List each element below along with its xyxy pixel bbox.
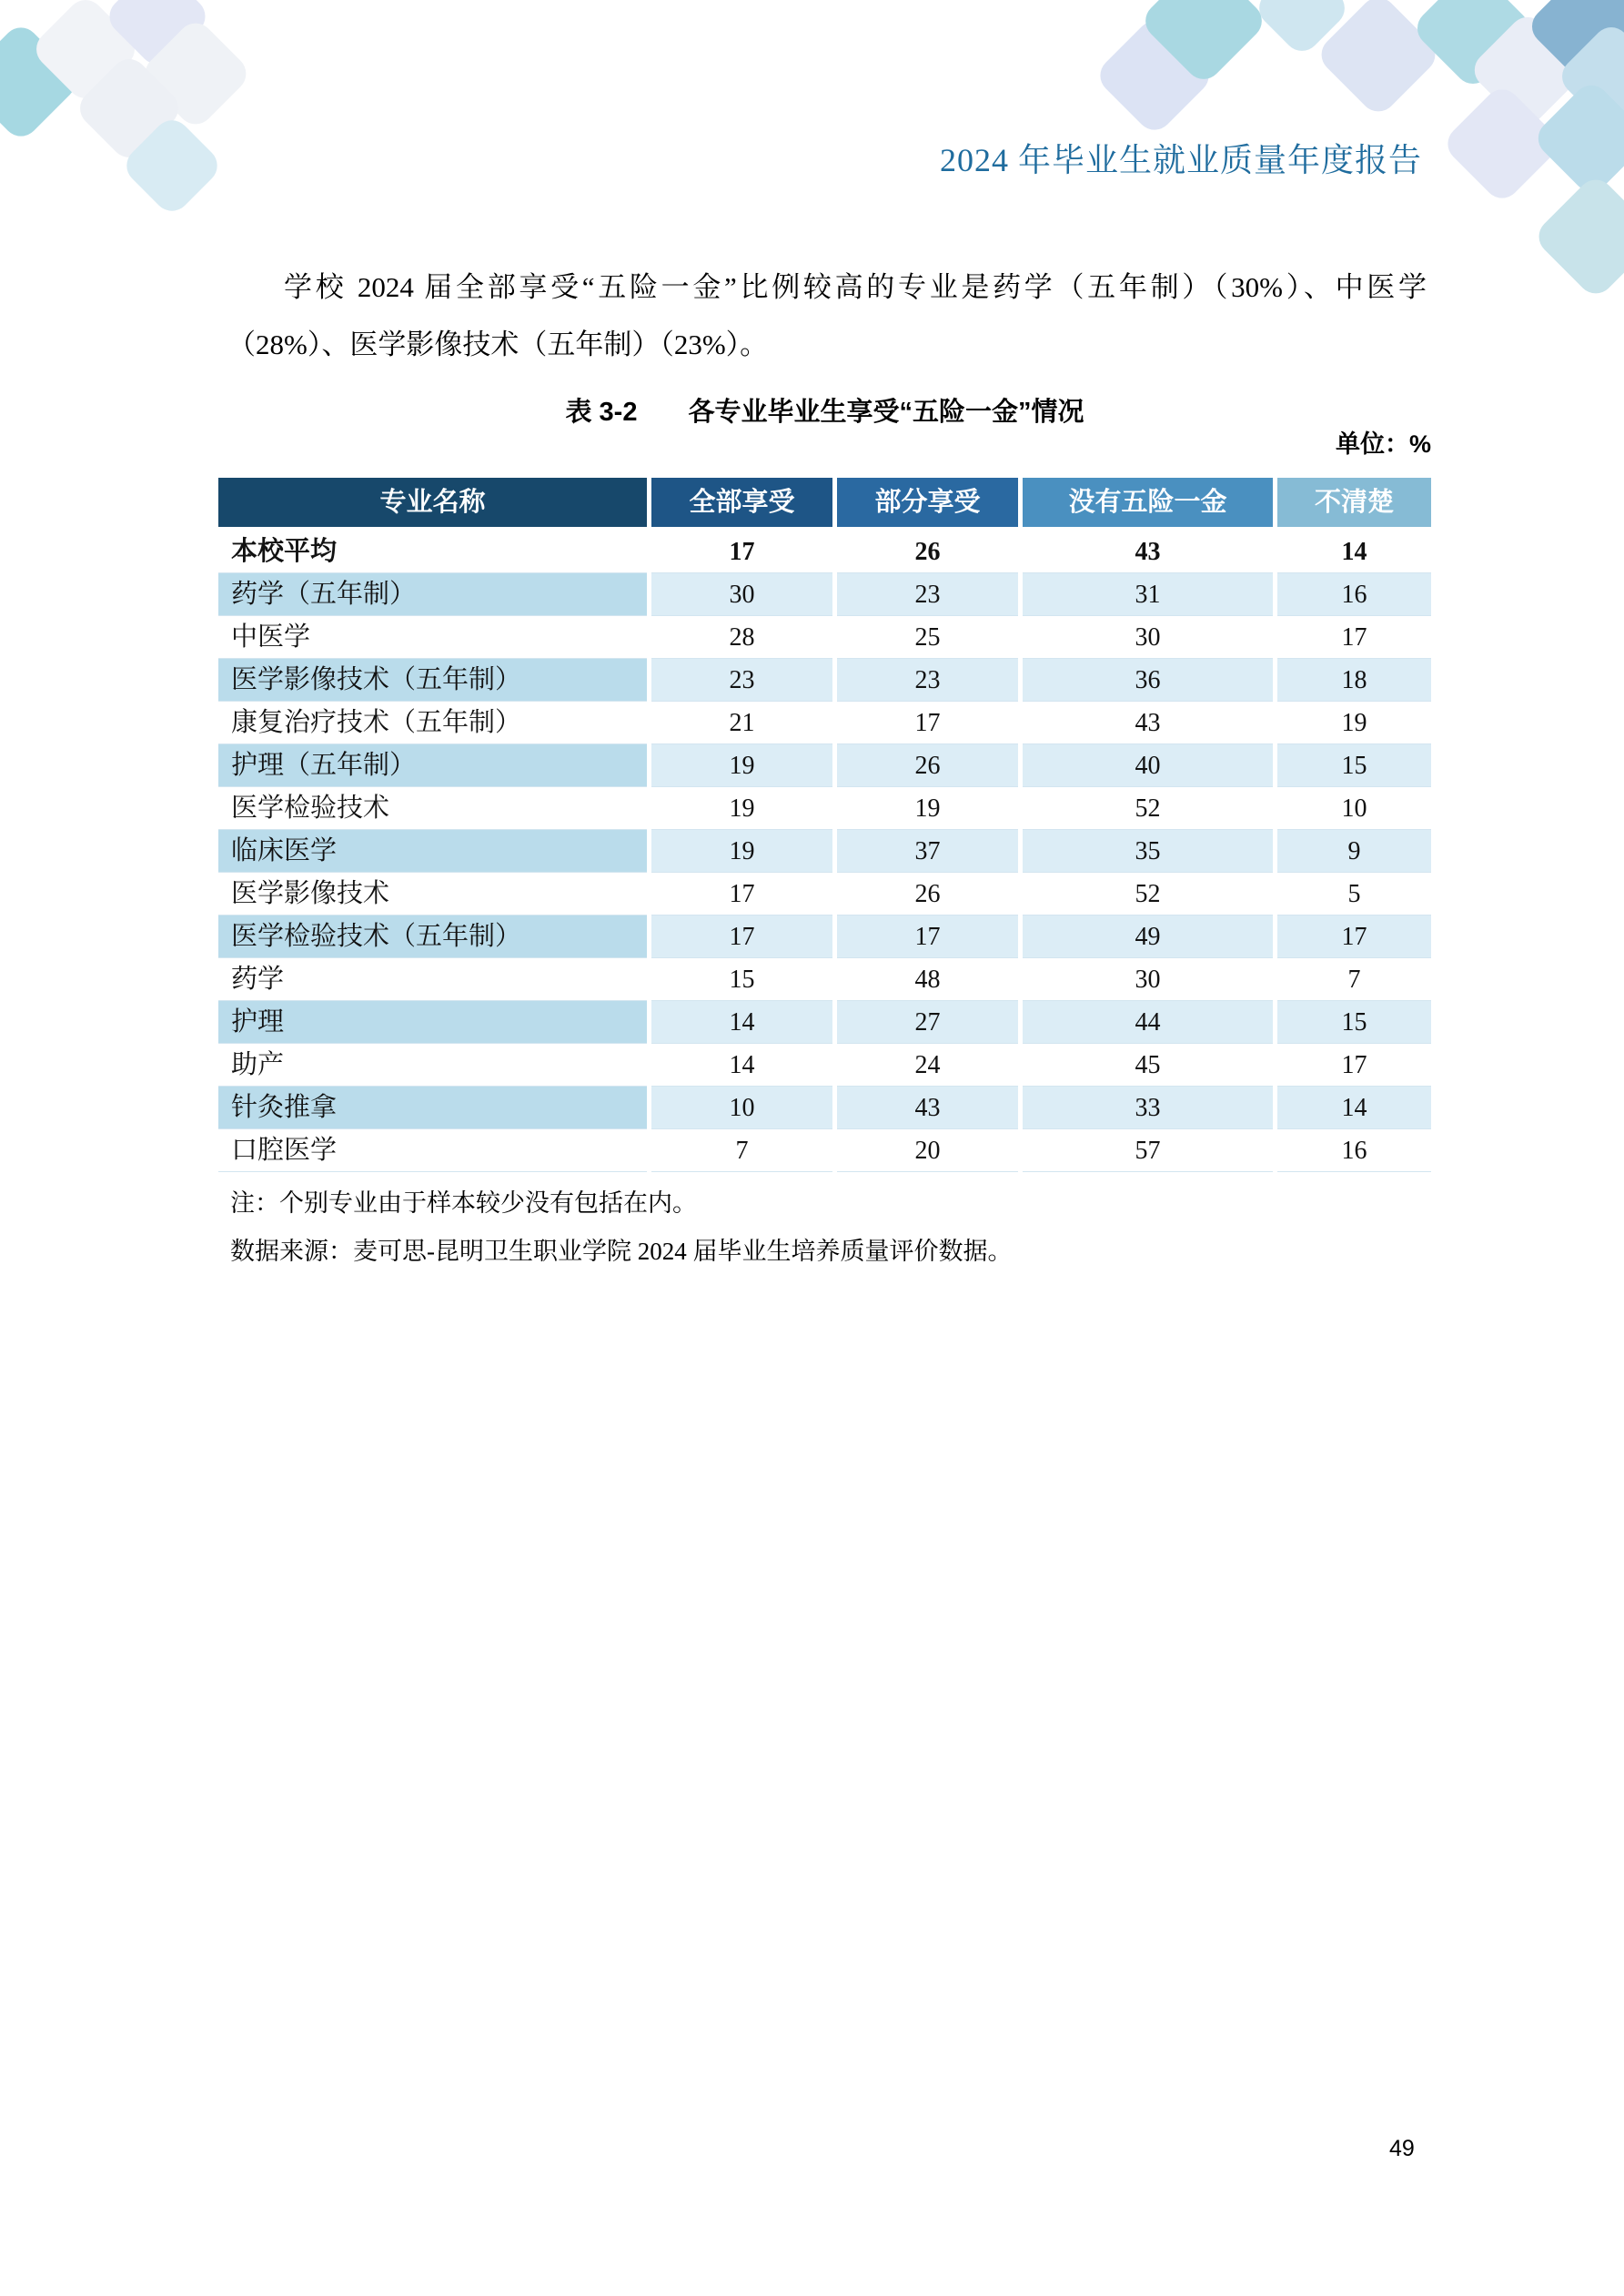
row-value: 19 bbox=[837, 787, 1023, 830]
unit-label: 单位：% bbox=[1335, 430, 1431, 458]
row-value: 10 bbox=[1277, 787, 1431, 830]
row-value: 14 bbox=[651, 1044, 837, 1087]
row-value: 17 bbox=[837, 915, 1023, 958]
row-major-name: 康复治疗技术（五年制） bbox=[218, 702, 651, 744]
row-value: 33 bbox=[1023, 1087, 1277, 1129]
row-value: 19 bbox=[1277, 702, 1431, 744]
row-value: 26 bbox=[837, 531, 1023, 573]
row-value: 20 bbox=[837, 1129, 1023, 1172]
row-value: 19 bbox=[651, 830, 837, 873]
row-value: 23 bbox=[837, 573, 1023, 616]
row-value: 36 bbox=[1023, 659, 1277, 702]
row-value: 7 bbox=[1277, 958, 1431, 1001]
row-value: 30 bbox=[651, 573, 837, 616]
row-major-name: 口腔医学 bbox=[218, 1129, 651, 1172]
row-value: 35 bbox=[1023, 830, 1277, 873]
row-value: 21 bbox=[651, 702, 837, 744]
table-note: 注：个别专业由于样本较少没有包括在内。 bbox=[230, 1189, 697, 1217]
row-value: 24 bbox=[837, 1044, 1023, 1087]
row-major-name: 药学（五年制） bbox=[218, 573, 651, 616]
diamond-decoration bbox=[1531, 172, 1624, 300]
table-row bbox=[218, 830, 1431, 873]
row-value: 26 bbox=[837, 744, 1023, 787]
row-value: 14 bbox=[651, 1001, 837, 1044]
column-header-2: 部分享受 bbox=[837, 478, 1023, 531]
row-value: 30 bbox=[1023, 616, 1277, 659]
row-value: 44 bbox=[1023, 1001, 1277, 1044]
table-row bbox=[218, 659, 1431, 702]
column-header-3: 没有五险一金 bbox=[1023, 478, 1277, 531]
row-value: 52 bbox=[1023, 787, 1277, 830]
row-value: 17 bbox=[837, 702, 1023, 744]
row-value: 27 bbox=[837, 1001, 1023, 1044]
table-row bbox=[218, 873, 1431, 915]
row-value: 26 bbox=[837, 873, 1023, 915]
table-header-row bbox=[218, 478, 1431, 531]
row-major-name: 助产 bbox=[218, 1044, 651, 1087]
row-major-name: 医学检验技术 bbox=[218, 787, 651, 830]
row-value: 28 bbox=[651, 616, 837, 659]
column-header-4: 不清楚 bbox=[1277, 478, 1431, 531]
page-number: 49 bbox=[1389, 2136, 1415, 2161]
row-value: 52 bbox=[1023, 873, 1277, 915]
row-value: 49 bbox=[1023, 915, 1277, 958]
data-table bbox=[218, 478, 1431, 1172]
row-value: 57 bbox=[1023, 1129, 1277, 1172]
row-value: 9 bbox=[1277, 830, 1431, 873]
row-major-name: 针灸推拿 bbox=[218, 1087, 651, 1129]
row-value: 43 bbox=[837, 1087, 1023, 1129]
row-value: 31 bbox=[1023, 573, 1277, 616]
column-header-0: 专业名称 bbox=[218, 478, 651, 531]
table-caption-title: 各专业毕业生享受“五险一金”情况 bbox=[688, 398, 1084, 427]
row-value: 25 bbox=[837, 616, 1023, 659]
row-value: 14 bbox=[1277, 531, 1431, 573]
row-value: 19 bbox=[651, 787, 837, 830]
row-value: 17 bbox=[1277, 616, 1431, 659]
row-value: 15 bbox=[1277, 1001, 1431, 1044]
table-row bbox=[218, 1044, 1431, 1087]
body-paragraph: 学校 2024 届全部享受“五险一金”比例较高的专业是药学（五年制）（30%）、中医学（28%）、医学影像技术（五年制）（23%）。 bbox=[227, 271, 1427, 360]
row-value: 5 bbox=[1277, 873, 1431, 915]
table-row bbox=[218, 915, 1431, 958]
row-value: 45 bbox=[1023, 1044, 1277, 1087]
column-header-1: 全部享受 bbox=[651, 478, 837, 531]
row-value: 19 bbox=[651, 744, 837, 787]
row-value: 30 bbox=[1023, 958, 1277, 1001]
row-major-name: 药学 bbox=[218, 958, 651, 1001]
table-caption bbox=[218, 391, 1431, 429]
row-value: 37 bbox=[837, 830, 1023, 873]
table-row bbox=[218, 702, 1431, 744]
row-value: 16 bbox=[1277, 1129, 1431, 1172]
table-row bbox=[218, 531, 1431, 573]
row-value: 16 bbox=[1277, 573, 1431, 616]
row-value: 10 bbox=[651, 1087, 837, 1129]
row-value: 7 bbox=[651, 1129, 837, 1172]
row-value: 17 bbox=[651, 531, 837, 573]
row-major-name: 本校平均 bbox=[218, 531, 651, 573]
table-row bbox=[218, 1087, 1431, 1129]
row-value: 18 bbox=[1277, 659, 1431, 702]
table-row bbox=[218, 1001, 1431, 1044]
row-major-name: 临床医学 bbox=[218, 830, 651, 873]
row-value: 15 bbox=[651, 958, 837, 1001]
row-major-name: 医学检验技术（五年制） bbox=[218, 915, 651, 958]
row-major-name: 医学影像技术（五年制） bbox=[218, 659, 651, 702]
row-value: 43 bbox=[1023, 702, 1277, 744]
row-major-name: 医学影像技术 bbox=[218, 873, 651, 915]
row-value: 23 bbox=[837, 659, 1023, 702]
row-value: 15 bbox=[1277, 744, 1431, 787]
table-row bbox=[218, 744, 1431, 787]
table-row bbox=[218, 958, 1431, 1001]
row-major-name: 护理 bbox=[218, 1001, 651, 1044]
table-row bbox=[218, 616, 1431, 659]
table-row bbox=[218, 1129, 1431, 1172]
table-row bbox=[218, 787, 1431, 830]
row-value: 17 bbox=[651, 915, 837, 958]
row-value: 17 bbox=[651, 873, 837, 915]
row-value: 48 bbox=[837, 958, 1023, 1001]
row-value: 43 bbox=[1023, 531, 1277, 573]
row-value: 23 bbox=[651, 659, 837, 702]
table-caption-label: 表 3-2 bbox=[565, 398, 638, 427]
row-value: 14 bbox=[1277, 1087, 1431, 1129]
row-major-name: 中医学 bbox=[218, 616, 651, 659]
row-value: 40 bbox=[1023, 744, 1277, 787]
table-source: 数据来源：麦可思-昆明卫生职业学院 2024 届毕业生培养质量评价数据。 bbox=[230, 1238, 1013, 1265]
row-value: 17 bbox=[1277, 915, 1431, 958]
row-value: 17 bbox=[1277, 1044, 1431, 1087]
report-header-title: 2024 年毕业生就业质量年度报告 bbox=[939, 142, 1422, 178]
row-major-name: 护理（五年制） bbox=[218, 744, 651, 787]
table-body bbox=[218, 531, 1431, 1172]
table-row bbox=[218, 573, 1431, 616]
